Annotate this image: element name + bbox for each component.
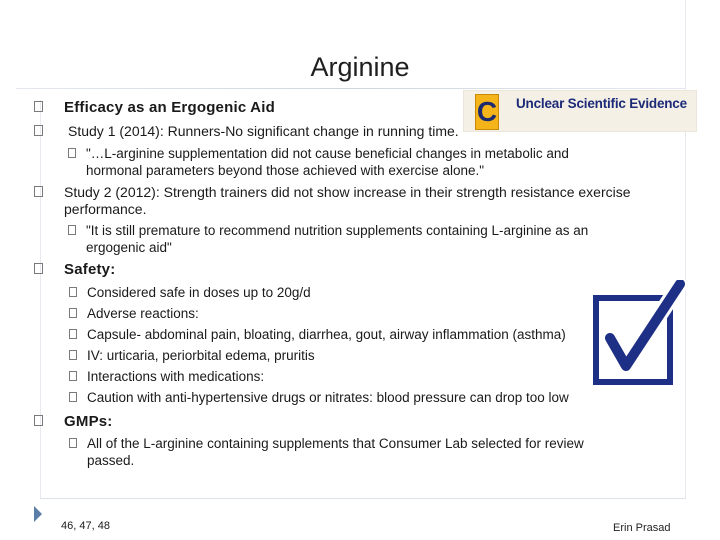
bullet-icon	[69, 350, 77, 360]
section-safety-label: Safety:	[64, 261, 116, 278]
bullet-icon	[69, 438, 77, 448]
section-gmps-label: GMPs:	[64, 413, 113, 430]
bullet-icon	[69, 392, 77, 402]
slide-title: Arginine	[310, 52, 410, 82]
gmps-line2: passed.	[87, 453, 135, 468]
study1-quote-line1: "…L-arginine supplementation did not cause beneficial changes in metabolic and	[86, 146, 569, 161]
safety-item-text: Interactions with medications:	[87, 369, 265, 384]
bullet-icon	[34, 101, 43, 112]
divider-top	[16, 88, 686, 89]
study2-line1: Study 2 (2012): Strength trainers did not show increase in their strength resistance exercise	[64, 184, 631, 200]
bullet-icon	[34, 263, 43, 274]
divider-bottom	[40, 498, 686, 499]
checkmark-icon	[592, 280, 688, 386]
author: Erin Prasad	[613, 522, 671, 534]
study2-quote-line1: "It is still premature to recommend nutrition supplements containing L-arginine as an	[86, 223, 589, 238]
bullet-icon	[69, 287, 77, 297]
bullet-icon	[69, 371, 77, 381]
bullet-icon	[68, 225, 76, 235]
divider-left	[40, 100, 41, 498]
study2-quote-line2: ergogenic aid"	[86, 240, 172, 255]
study2-line2: performance.	[64, 201, 147, 217]
bullet-icon	[34, 125, 43, 136]
study1-quote-line2: hormonal parameters beyond those achieved with exercise alone."	[86, 163, 485, 178]
safety-item-text: Considered safe in doses up to 20g/d	[87, 285, 311, 300]
grade-letter: C	[475, 94, 499, 130]
bullet-icon	[69, 329, 77, 339]
references: 46, 47, 48	[61, 520, 110, 532]
section-efficacy-label: Efficacy as an Ergogenic Aid	[64, 99, 275, 116]
safety-item-text: IV: urticaria, periorbital edema, pruritis	[87, 348, 315, 363]
bullet-icon	[68, 148, 76, 158]
safety-item-text: Capsule- abdominal pain, bloating, diarrhea, gout, airway inflammation (asthma)	[87, 327, 566, 342]
safety-item-text: Adverse reactions:	[87, 306, 199, 321]
bullet-icon	[34, 415, 43, 426]
evidence-grade-badge	[463, 90, 697, 132]
slide-marker-icon	[33, 506, 43, 522]
grade-label: Unclear Scientific Evidence	[516, 96, 687, 111]
bullet-icon	[69, 308, 77, 318]
safety-item-text: Caution with anti-hypertensive drugs or nitrates: blood pressure can drop too low	[87, 390, 569, 405]
gmps-line1: All of the L-arginine containing supplements that Consumer Lab selected for review	[87, 436, 584, 451]
bullet-icon	[34, 186, 43, 197]
study1-text: Study 1 (2014): Runners-No significant change in running time.	[68, 123, 459, 139]
